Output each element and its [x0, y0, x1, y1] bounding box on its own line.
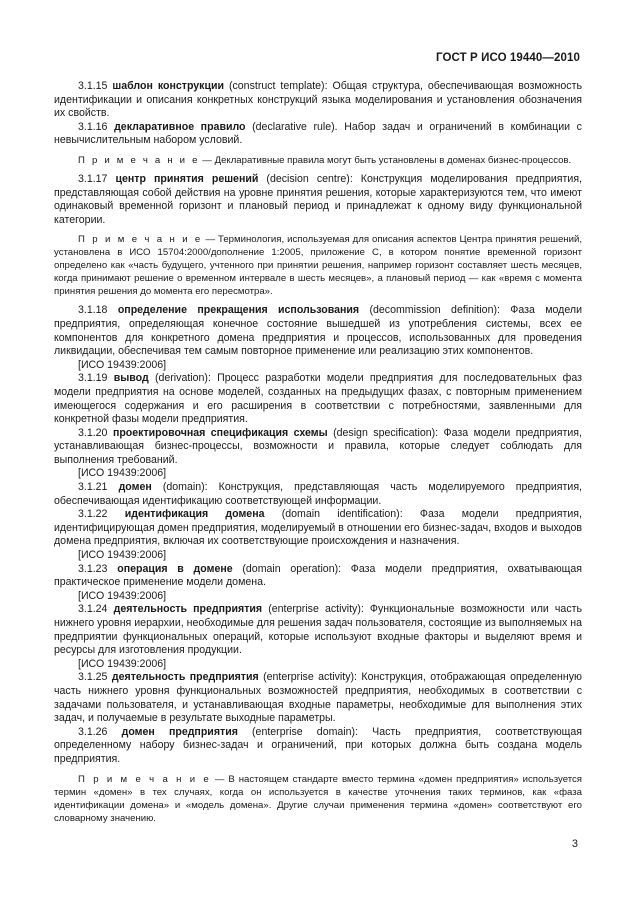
document-body	[54, 80, 582, 831]
entry-3-1-26: 3.1.26 домен предприятия (enterprise domain): Часть предприятия, соответствующая определенному набору бизнес-задач и ограничений, при которых должна быть создана модель предприятия.	[54, 725, 583, 765]
note-declarative-rules: П р и м е ч а н и е — Декларативные правила могут быть установлены в доменах бизнес-процессов.	[78, 154, 572, 166]
term: домен предприятия	[121, 725, 238, 738]
reference: [ИСО 19439:2006]	[78, 467, 167, 480]
note-decision-centre: П р и м е ч а н и е — Терминология, используемая для описания аспектов Центра принятия решений, установлена в ИСО 15704:2000/дополнение 1:2005, приложение С, в котором понятие временной горизонт определено как «часть будущего, учтенного при принятии решения, например горизонт составляет шесть месяцев, когда принимают решение о временном интервале в шесть месяцев», а плановый период — как «время с момента принятия решения до момента его пересмотра».	[54, 234, 582, 298]
entry-3-1-17: 3.1.17 центр принятия решений (decision centre): Конструкция моделирования предприятия, представляющая собой действия на уровне принятия решения, которые характеризуются тем, что имеют одинаковый временной горизонт и плановый период и принадлежат к одному виду функциональной категории.	[54, 172, 582, 226]
standard-header: ГОСТ Р ИСО 19440—2010	[435, 52, 580, 64]
entry-3-1-23: 3.1.23 операция в домене (domain operation): Фаза модели предприятия, охватывающая практическое применение модели домена.	[54, 562, 582, 589]
term: определение прекращения использования	[117, 304, 360, 317]
term: операция в домене	[117, 562, 233, 575]
term: деятельность предприятия	[111, 671, 259, 684]
term: деятельность предприятия	[113, 603, 263, 616]
page-number: 3	[571, 838, 578, 850]
reference: [ИСО 19439:2006]	[78, 358, 167, 371]
note-domain: П р и м е ч а н и е — В настоящем стандарте вместо термина «домен предприятия» используется термин «домен» в тех случаях, когда он используется в качестве уточнения таких терминов, как «фаза идентификации домена» и «модель домена». Другие случаи применения термина «домен» соответствуют его словарному значению.	[54, 773, 582, 824]
term: идентификация домена	[124, 508, 265, 521]
entry-3-1-22: 3.1.22 идентификация домена (domain identification): Фаза модели предприятия, идентифицирующая домен предприятия, моделируемый в отношении его бизнес-задач, входов и выходов домена предприятия, включая их соответствующие происхождения и назначения.	[54, 508, 582, 548]
entry-3-1-21: 3.1.21 домен (domain): Конструкция, представляющая часть моделируемого предприятия, обеспечивающая идентификацию соответствующей информации.	[54, 481, 582, 507]
term: проектировочная спецификация схемы	[112, 426, 328, 439]
entry-3-1-24: 3.1.24 деятельность предприятия (enterprise activity): Функциональные возможности или часть нижнего уровня иерархии, необходимые для решения задач пользователя, состоящие из выполняемых на предприятии функциональных операций, которые используют входные факторы и выделяют время и ресурсы для изготовления продукции.	[54, 603, 582, 657]
entry-3-1-18: 3.1.18 определение прекращения использования (decommission definition): Фаза модели предприятия, определяющая конечное состояние вышедшей из употребления системы, всех ее компонентов для конкретного домена предприятия и процессов, использованных для проведения ликвидации, обеспечивая тем самым повторное применение или реализацию этих компонентов.	[54, 304, 582, 358]
term: домен	[118, 481, 152, 494]
term: шаблон конструкции	[112, 80, 225, 92]
entry-3-1-20: 3.1.20 проектировочная спецификация схемы (design specification): Фаза модели предприятия, устанавливающая бизнес-процессы, возможности и правила, которые следует соблюдать для выполнения требований.	[54, 426, 582, 466]
note-label: П р и м е ч а н и е	[78, 234, 203, 246]
term: вывод	[113, 372, 149, 385]
term: центр принятия решений	[115, 172, 259, 185]
note-label: П р и м е ч а н и е	[78, 773, 211, 785]
reference: [ИСО 19439:2006]	[78, 549, 167, 562]
reference: [ИСО 19439:2006]	[78, 589, 167, 602]
entry-3-1-16: 3.1.16 декларативное правило (declarative rule). Набор задач и ограничений в комбинации с невычислительным набором условий.	[54, 120, 582, 147]
note-label: П р и м е ч а н и е	[78, 154, 200, 166]
entry-3-1-15: 3.1.15 шаблон конструкции (construct template): Общая структура, обеспечивающая возможность идентификации и описания конкретных конструкций языка моделирования и установления обозначения их свойств.	[54, 80, 582, 120]
term: декларативное правило	[114, 120, 246, 133]
entry-3-1-25: 3.1.25 деятельность предприятия (enterprise activity): Конструкция, отображающая определенную часть нижнего уровня функциональных возможностей предприятия, необходимых в соответствии с задачами пользователя, и устанавливающая входные параметры, необходимые для выполнения этих задач, и получаемые в результате выходные параметры.	[54, 671, 582, 725]
reference: [ИСО 19439:2006]	[78, 657, 167, 670]
entry-3-1-19: 3.1.19 вывод (derivation): Процесс разработки модели предприятия для последовательных фаз модели предприятия на основе моделей, созданных на предыдущих фазах, с повторным применением имеющегося содержания и его расширения в соответствии с потребностями, заявленными для конкретной фазы модели предприятия.	[54, 372, 583, 426]
